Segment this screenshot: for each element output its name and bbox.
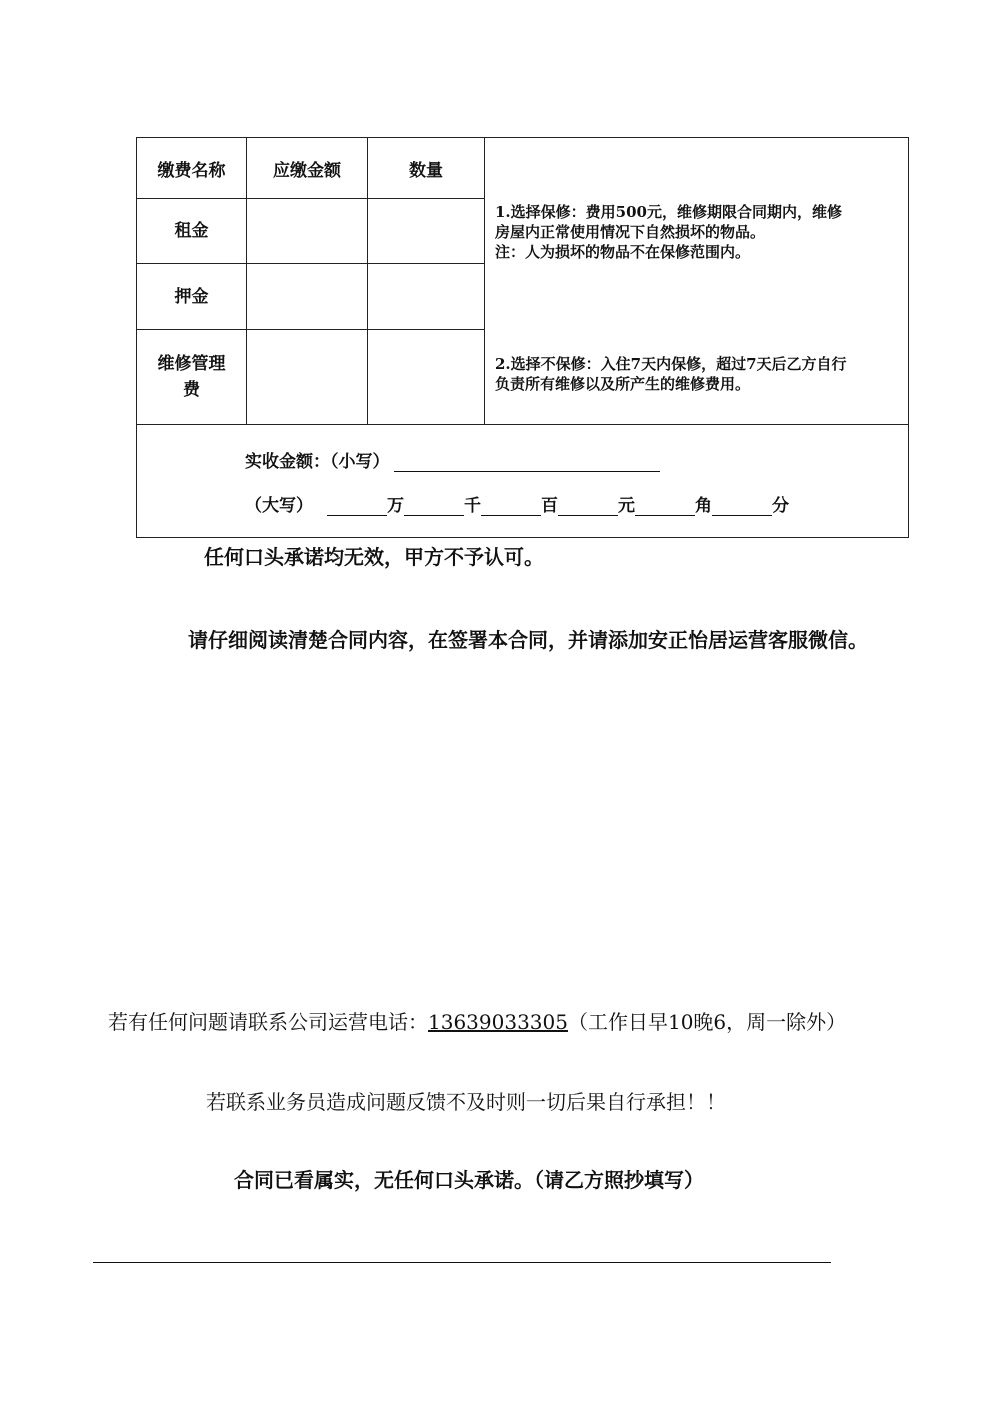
unit-jiao: 角 <box>695 496 712 516</box>
unit-bai: 百 <box>541 496 558 516</box>
qty-maintenance-cell[interactable] <box>368 330 485 425</box>
fee-table <box>136 137 909 538</box>
unit-wan: 万 <box>387 496 404 516</box>
capital-amount-label: （大写） <box>245 496 313 516</box>
table-row <box>137 425 909 538</box>
unit-qian: 千 <box>464 496 481 516</box>
maintenance-option-2: 2.选择不保修：入住7天内保修，超过7天后乙方自行 负责所有维修以及所产生的维修费用。 <box>495 355 847 393</box>
maintenance-option-1: 1.选择保修：费用500元，维修期限合同期内，维修 房屋内正常使用情况下自然损坏的物品。 注：人为损坏的物品不在保修范围内。 <box>495 203 842 261</box>
unit-fen: 分 <box>772 496 789 516</box>
confirmation-notice: 合同已看属实，无任何口头承诺。（请乙方照抄填写） <box>234 1168 704 1192</box>
blank-bai[interactable] <box>481 495 541 516</box>
fee-name-rent: 租金 <box>137 199 247 264</box>
blank-qian[interactable] <box>404 495 464 516</box>
capital-amount-row <box>245 491 789 516</box>
contact-hours: （工作日早10晚6，周一除外） <box>567 1010 847 1034</box>
blank-wan[interactable] <box>327 495 387 516</box>
paid-amount-cell <box>137 425 909 538</box>
amount-deposit-cell[interactable] <box>247 264 368 330</box>
header-quantity: 数量 <box>368 138 485 199</box>
header-amount-due: 应缴金额 <box>247 138 368 199</box>
blank-yuan[interactable] <box>558 495 618 516</box>
fee-name-deposit: 押金 <box>137 264 247 330</box>
paid-amount-label: 实收金额：（小写） <box>245 452 390 472</box>
qty-deposit-cell[interactable] <box>368 264 485 330</box>
maintenance-options-cell <box>485 138 909 425</box>
unit-yuan: 元 <box>618 496 635 516</box>
contact-notice <box>108 1006 846 1035</box>
amount-maintenance-cell[interactable] <box>247 330 368 425</box>
contact-prefix: 若有任何问题请联系公司运营电话： <box>108 1010 428 1034</box>
read-contract-notice: 请仔细阅读清楚合同内容，在签署本合同，并请添加安正怡居运营客服微信。 <box>188 628 868 652</box>
signature-line[interactable] <box>93 1262 831 1263</box>
verbal-promise-notice: 任何口头承诺均无效，甲方不予认可。 <box>204 545 544 569</box>
header-fee-name: 缴费名称 <box>137 138 247 199</box>
paid-amount-field[interactable] <box>394 451 660 472</box>
qty-rent-cell[interactable] <box>368 199 485 264</box>
paid-amount-row <box>245 447 660 472</box>
liability-notice: 若联系业务员造成问题反馈不及时则一切后果自行承担！！ <box>206 1090 726 1114</box>
contact-phone-link[interactable]: 13639033305 <box>428 1010 568 1034</box>
blank-fen[interactable] <box>712 495 772 516</box>
amount-rent-cell[interactable] <box>247 199 368 264</box>
fee-name-maintenance: 维修管理 费 <box>137 330 247 425</box>
blank-jiao[interactable] <box>635 495 695 516</box>
